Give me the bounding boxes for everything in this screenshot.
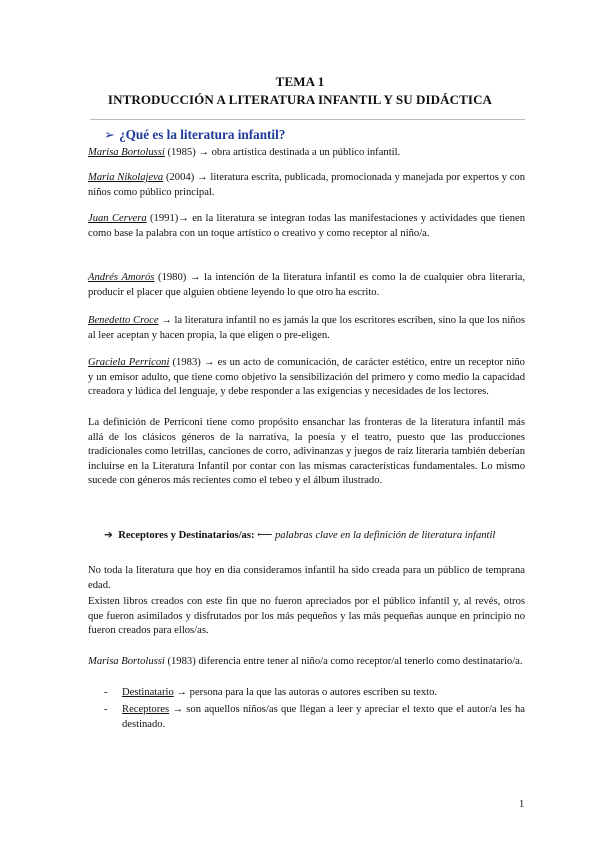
left-arrow-icon: ⟵	[254, 530, 275, 541]
author-name: Marisa Bortolussi	[88, 147, 165, 158]
term: Receptores	[122, 704, 170, 715]
definition-cervera	[88, 212, 525, 241]
receptores-paragraph-1: No toda la literatura que hoy en día consideramos infantil ha sido creada para un público de temprana edad.	[88, 565, 525, 591]
definition-text: (2004) → literatura escrita, publicada, promocionada y manejada por expertos y con niños como público principal.	[88, 172, 526, 198]
page-number: 1	[519, 799, 525, 810]
section-heading-receptores	[104, 529, 525, 544]
author-name: Marisa Bortolussi	[88, 656, 165, 667]
section-keywords: palabras clave en la definición de literatura infantil	[275, 530, 496, 541]
bullet-destinatario	[104, 686, 525, 701]
perriconi-commentary: La definición de Perriconi tiene como propósito ensanchar las fronteras de la literatura infantil más allá de los clásicos géneros de la narrativa, la poesía y el teatro, puesto que las producciones tradicionales como letrillas, canciones de corro, adivinanzas y juegos de raíz literaria también deberían incluirse en la Literatura Infantil por contar con las mismas características fundamentales. Lo mismo sucede con géneros más recientes como el tebeo y el álbum ilustrado.	[88, 417, 525, 487]
definition-nikolajeva	[88, 171, 525, 200]
definition-text: (1985) → obra artística destinada a un público infantil.	[164, 147, 401, 158]
arrowhead-bullet-icon: ➢	[104, 127, 116, 142]
definition-amoros	[88, 271, 525, 300]
definition-text: (1983) → es un acto de comunicación, de carácter estético, entre un receptor niño y un emisor adulto, que tiene como objetivo la sensibilización del primero y como medio la capacidad creadora y lúdica del lenguaje, y debe responder a las exigencias y necesidades de los lectores.	[88, 357, 525, 398]
definition-text: (1980) → la intención de la literatura infantil es como la de cualquier obra literaria, producir el placer que alguien obtiene leyendo lo que otro ha escrito.	[88, 272, 525, 298]
dash-bullet: -	[104, 704, 108, 715]
definition-text: → la literatura infantil no es jamás la que los escritores escriben, sino la que los niños al leer aceptan y hacen propia, la que eligen o pre-eligen.	[88, 315, 525, 341]
author-name: Andrés Amorós	[88, 272, 155, 283]
section-heading-what-is	[104, 127, 285, 143]
definition-text: (1991)→ en la literatura se integran todas las manifestaciones y actividades que tienen como base la palabra con un toque artístico o creativo y como receptor al niño/a.	[88, 213, 525, 239]
definition-perriconi	[88, 356, 525, 400]
author-name: Juan Cervera	[88, 213, 147, 224]
definition-croce	[88, 314, 525, 343]
topic-subtitle: INTRODUCCIÓN A LITERATURA INFANTIL Y SU DIDÁCTICA	[107, 92, 493, 107]
author-name: Maria Nikolajeva	[88, 172, 164, 183]
author-name: Graciela Perriconi	[88, 357, 170, 368]
arrow-bullet-icon: ➔	[104, 530, 113, 541]
term-definition: → son aquellos niños/as que llegan a leer y apreciar el texto que el autor/a les ha destinado.	[122, 704, 525, 730]
distinction-text: (1983) diferencia entre tener al niño/a como receptor/al tenerlo como destinatario/a.	[164, 656, 523, 667]
section-heading-text: ¿Qué es la literatura infantil?	[119, 127, 286, 142]
dash-bullet: -	[104, 687, 108, 698]
author-name: Benedetto Croce	[88, 315, 159, 326]
bortolussi-distinction	[88, 655, 525, 670]
section-lead: Receptores y Destinatarios/as:	[118, 530, 255, 541]
topic-title: TEMA 1	[275, 74, 325, 89]
bullet-receptores	[104, 703, 525, 732]
definition-bortolussi	[88, 146, 525, 161]
receptores-paragraph-2: Existen libros creados con este fin que no fueron apreciados por el público infantil y, al revés, otros que fueron asimilados y disfrutados por los más pequeños y las más pequeñas aunque en principio no fueron creados para ellos/as.	[88, 596, 525, 637]
term-definition: → persona para la que las autoras o autores escriben su texto.	[173, 687, 438, 698]
header-divider	[90, 119, 525, 120]
term: Destinatario	[122, 687, 174, 698]
